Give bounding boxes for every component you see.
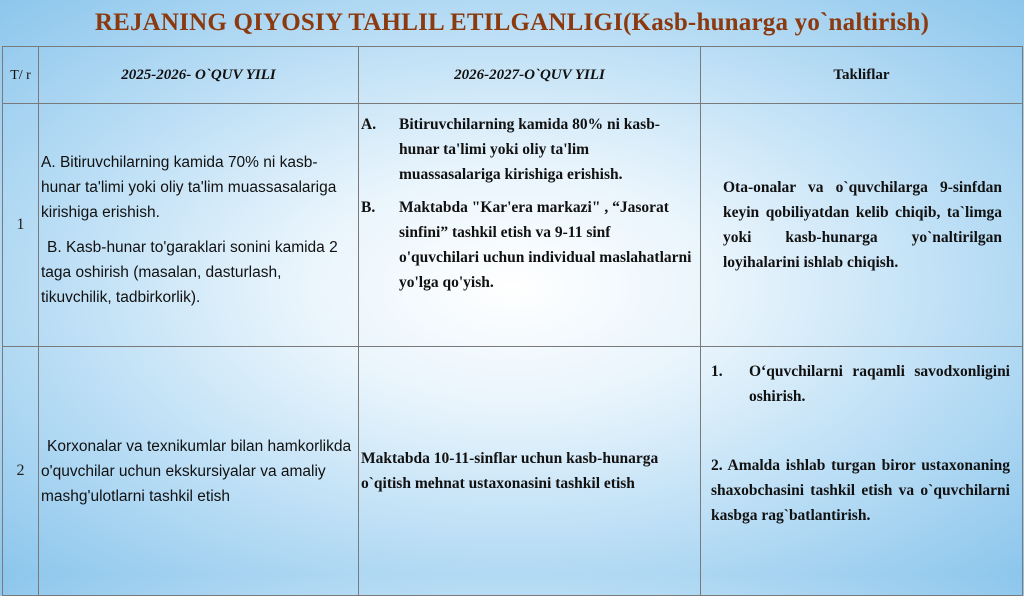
row2-takliflar-item-1: 1. O‘quvchilarni raqamli savodxonligini oshirish. [711,359,1010,409]
item-marker: 1. [711,363,723,380]
comparison-table [2,46,1023,596]
row2-2026-text: Maktabda 10-11-sinflar uchun kasb-hunarga o`qitish mehnat ustaxonasini tashkil etish [361,450,659,492]
row1-takliflar-cell [701,104,1023,347]
header-2025-2026: 2025-2026- O`QUV YILI [39,47,359,104]
table-header-row [3,47,1023,104]
row1-2025-cell [39,104,359,347]
table-row [3,104,1023,347]
header-takliflar: Takliflar [701,47,1023,104]
row1-2026-cell [359,104,701,347]
page-title: REJANING QIYOSIY TAHLIL ETILGANLIGI(Kasb-hunarga yo`naltirish) [94,9,930,36]
row-number: 1 [3,104,39,347]
row1-2025-item-a: A. Bitiruvchilarning kamida 70% ni kasb-hunar ta'limi yoki oliy ta'lim muassasalariga kirishiga erishish. [41,154,337,221]
row2-2026-cell [359,347,701,596]
row-number: 2 [3,347,39,596]
row2-2025-cell [39,347,359,596]
row2-takliflar-item-2: 2. Amalda ishlab turgan biror ustaxonaning shaxobchasini tashkil etish va o`quvchilarni kasbga rag`batlantirish. [711,457,1010,524]
header-tr: T/ r [3,47,39,104]
item-marker: A. [361,116,377,133]
header-2026-2027: 2026-2027-O`QUV YILI [359,47,701,104]
item-marker: B. [361,199,376,216]
row1-2026-item-a: A. Bitiruvchilarning kamida 80% ni kasb-hunar ta'limi yoki oliy ta'lim muassasalariga kirishiga erishish. [361,112,692,187]
row2-2025-text: Korxonalar va texnikumlar bilan hamkorlikda o'quvchilar uchun ekskursiyalar va amaliy mashg'ulotlarni tashkil etish [41,437,352,505]
row1-2025-item-b: B. Kasb-hunar to'garaklari sonini kamida 2 taga oshirish (masalan, dasturlash, tikuvchilik, tadbirkorlik). [41,239,338,306]
row1-2026-item-b: B. Maktabda "Kar'era markazi" , “Jasorat sinfini” tashkil etish va 9-11 sinf o'quvchilari uchun individual maslahatlarni yo'lga qo'yish. [361,195,692,295]
row1-takliflar-text: Ota-onalar va o`quvchilarga 9-sinfdan keyin qobiliyatdan kelib chiqib, ta`limga yoki kasb-hunarga yo`naltirilgan loyihalarini ishlab chiqish. [723,179,1002,271]
table-row [3,347,1023,596]
row2-takliflar-cell [701,347,1023,596]
